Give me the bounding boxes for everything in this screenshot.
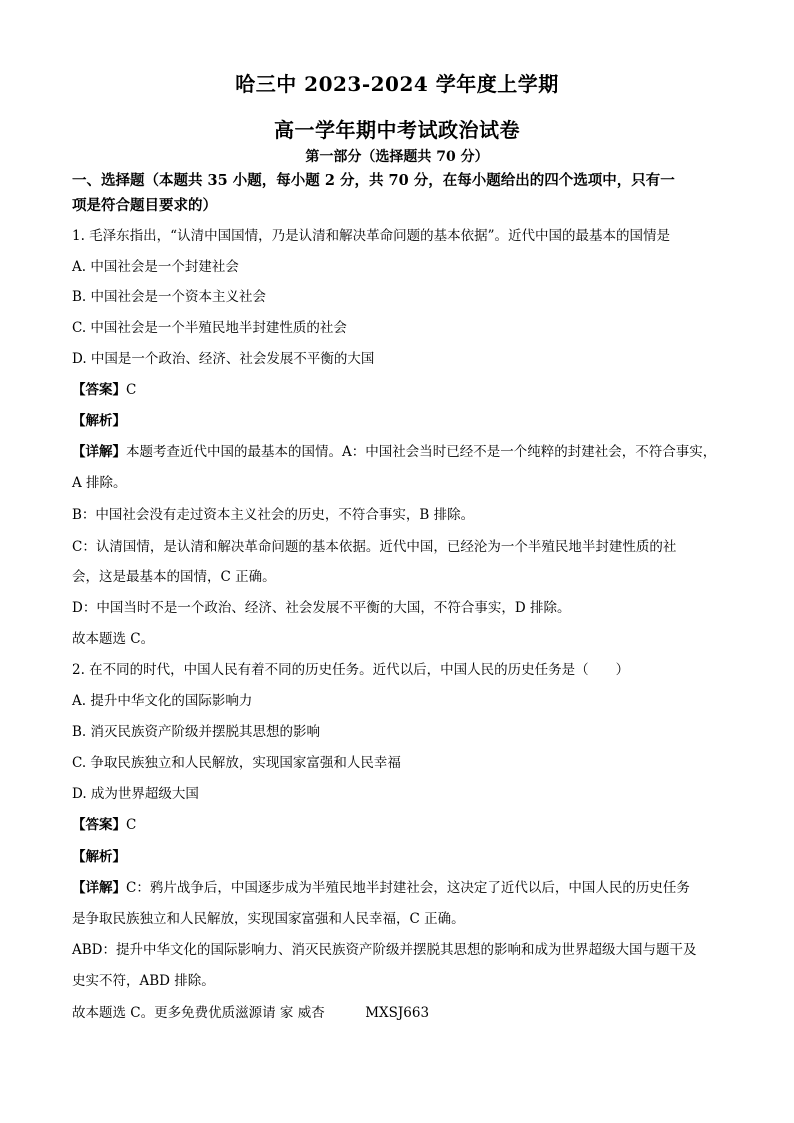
question-1-option-d: D. 中国是一个政治、经济、社会发展不平衡的大国 bbox=[72, 351, 375, 367]
question-1-detail-line2: A 排除。 bbox=[72, 475, 127, 491]
question-2-detail-line3: ABD：提升中华文化的国际影响力、消灭民族资产阶级并摆脱其思想的影响和成为世界超级大国与题干及 bbox=[72, 942, 697, 958]
question-2-detail-line1 bbox=[72, 878, 732, 898]
question-1-option-a: A. 中国社会是一个封建社会 bbox=[72, 259, 239, 275]
question-1-answer bbox=[72, 380, 732, 400]
question-2-detail-line4: 史实不符，ABD 排除。 bbox=[72, 973, 215, 989]
question-2-option-c: C. 争取民族独立和人民解放，实现国家富强和人民幸福 bbox=[72, 755, 401, 771]
question-1-stem: 1. 毛泽东指出，“认清中国国情，乃是认清和解决革命问题的基本依据”。近代中国的最基本的国情是 bbox=[72, 228, 670, 244]
question-2-option-a: A. 提升中华文化的国际影响力 bbox=[72, 693, 253, 709]
detail-text: C：鸦片战争后，中国逐步成为半殖民地半封建社会，这决定了近代以后，中国人民的历史任务 bbox=[126, 880, 690, 896]
answer-value: C bbox=[126, 817, 137, 833]
answer-value: C bbox=[126, 382, 137, 398]
section-heading-line2: 项是符合题目要求的） bbox=[72, 197, 217, 214]
question-1-analysis-tag bbox=[72, 411, 732, 431]
detail-tag: 【详解】 bbox=[72, 444, 126, 460]
question-1-detail-line3: B：中国社会没有走过资本主义社会的历史，不符合事实，B 排除。 bbox=[72, 507, 475, 523]
exam-title-line1: 哈三中 2023-2024 学年度上学期 bbox=[235, 72, 559, 96]
question-1-option-c: C. 中国社会是一个半殖民地半封建性质的社会 bbox=[72, 320, 347, 336]
section-heading bbox=[72, 168, 722, 218]
question-2-analysis-tag bbox=[72, 847, 732, 867]
question-2-option-b: B. 消灭民族资产阶级并摆脱其思想的影响 bbox=[72, 724, 321, 740]
question-1-detail-line7: 故本题选 C。 bbox=[72, 631, 155, 647]
exam-title-line2: 高一学年期中考试政治试卷 bbox=[274, 118, 520, 142]
section-heading-line1: 一、选择题（本题共 35 小题，每小题 2 分，共 70 分，在每小题给出的四个选项中，只有一 bbox=[72, 172, 675, 189]
question-2-answer bbox=[72, 815, 732, 835]
analysis-tag: 【解析】 bbox=[72, 849, 126, 865]
question-1-detail-line6: D：中国当时不是一个政治、经济、社会发展不平衡的大国，不符合事实，D 排除。 bbox=[72, 600, 571, 616]
answer-tag: 【答案】 bbox=[72, 817, 126, 833]
question-2-detail-line5: 故本题选 C。更多免费优质滋源请 家 威杏 MXSJ663 bbox=[72, 1005, 430, 1021]
question-1-detail-line1 bbox=[72, 442, 732, 462]
detail-text: 本题考查近代中国的最基本的国情。A：中国社会当时已经不是一个纯粹的封建社会，不符合事实， bbox=[126, 444, 717, 460]
part-label: 第一部分（选择题共 70 分） bbox=[305, 149, 489, 165]
question-2-detail-line2: 是争取民族独立和人民解放，实现国家富强和人民幸福，C 正确。 bbox=[72, 911, 465, 927]
question-1-detail-line4: C：认清国情，是认清和解决革命问题的基本依据。近代中国，已经沦为一个半殖民地半封建性质的社 bbox=[72, 539, 677, 555]
detail-tag: 【详解】 bbox=[72, 880, 126, 896]
answer-tag: 【答案】 bbox=[72, 382, 126, 398]
question-1-option-b: B. 中国社会是一个资本主义社会 bbox=[72, 289, 267, 305]
analysis-tag: 【解析】 bbox=[72, 413, 126, 429]
question-1-detail-line5: 会，这是最基本的国情，C 正确。 bbox=[72, 569, 276, 585]
question-2-option-d: D. 成为世界超级大国 bbox=[72, 786, 199, 802]
question-2-stem: 2. 在不同的时代，中国人民有着不同的历史任务。近代以后，中国人民的历史任务是（ ） bbox=[72, 662, 630, 678]
